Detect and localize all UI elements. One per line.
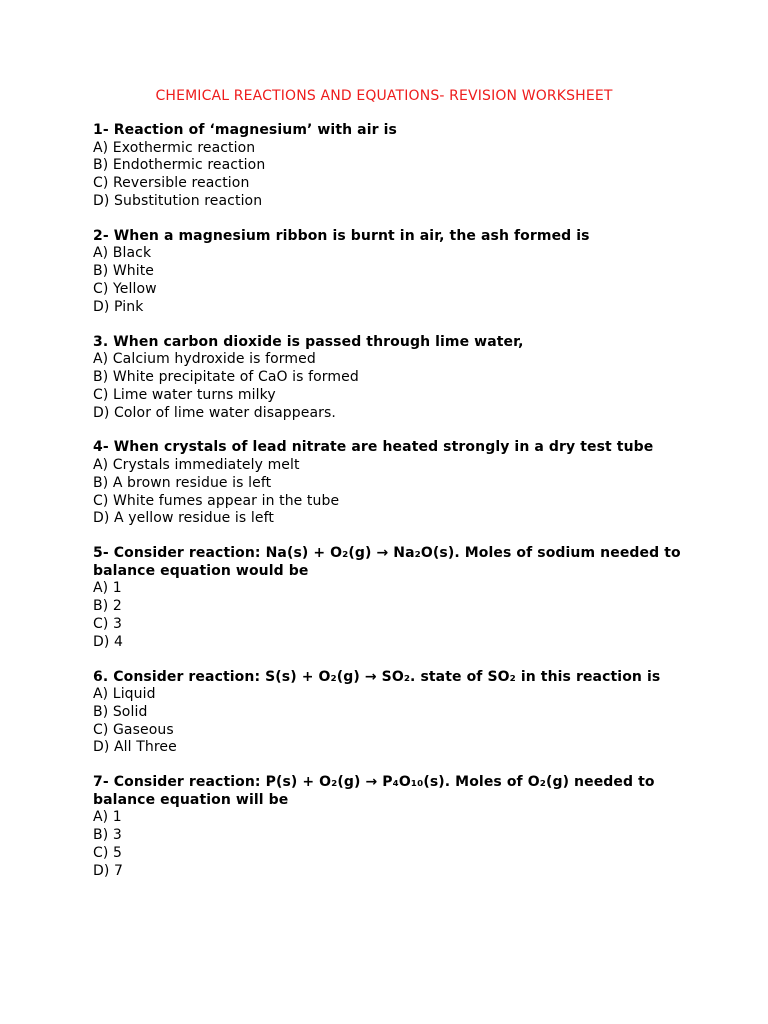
option-list [93, 245, 693, 316]
option-b: B) Solid [93, 703, 148, 720]
option-c: C) Yellow [93, 280, 157, 297]
option-a: A) 1 [93, 809, 122, 826]
option-list [93, 457, 693, 528]
option-c: C) White fumes appear in the tube [93, 492, 340, 509]
option-c: C) Gaseous [93, 721, 174, 738]
question-2 [93, 228, 693, 317]
option-b: B) Endothermic reaction [93, 157, 266, 174]
question-5 [93, 545, 693, 651]
option-b: B) White [93, 263, 155, 280]
question-4 [93, 439, 693, 528]
question-text: 5- Consider reaction: Na(s) + O₂(g) → Na₂O(s). Moles of sodium needed to balance equation would be [93, 545, 681, 579]
option-c: C) 5 [93, 845, 122, 862]
option-b: B) 2 [93, 598, 122, 615]
option-c: C) 3 [93, 615, 122, 632]
option-a: A) Crystals immediately melt [93, 456, 300, 473]
option-a: A) Liquid [93, 686, 156, 703]
option-c: C) Lime water turns milky [93, 386, 276, 403]
question-text: 4- When crystals of lead nitrate are heated strongly in a dry test tube [93, 439, 654, 456]
option-a: A) Exothermic reaction [93, 139, 256, 156]
question-text: 2- When a magnesium ribbon is burnt in air, the ash formed is [93, 227, 590, 244]
option-list [93, 140, 693, 211]
option-d: D) All Three [93, 739, 177, 756]
option-list [93, 809, 693, 880]
option-d: D) Substitution reaction [93, 192, 263, 209]
option-d: D) Pink [93, 298, 144, 315]
option-list [93, 686, 693, 757]
option-a: A) Calcium hydroxide is formed [93, 351, 316, 368]
option-d: D) A yellow residue is left [93, 510, 274, 527]
question-text: 6. Consider reaction: S(s) + O₂(g) → SO₂. state of SO₂ in this reaction is [93, 668, 661, 685]
option-b: B) White precipitate of CaO is formed [93, 368, 359, 385]
question-text: 7- Consider reaction: P(s) + O₂(g) → P₄O₁₀(s). Moles of O₂(g) needed to balance equation will be [93, 774, 655, 808]
question-text: 1- Reaction of ‘magnesium’ with air is [93, 122, 397, 138]
question-3 [93, 334, 693, 423]
option-c: C) Reversible reaction [93, 175, 250, 192]
option-d: D) Color of lime water disappears. [93, 404, 336, 421]
option-d: D) 7 [93, 862, 123, 879]
option-a: A) 1 [93, 580, 122, 597]
worksheet-title: CHEMICAL REACTIONS AND EQUATIONS- REVISION WORKSHEET [155, 88, 613, 104]
question-list [93, 122, 693, 898]
question-text: 3. When carbon dioxide is passed through lime water, [93, 333, 524, 350]
option-list [93, 351, 693, 422]
question-6 [93, 669, 693, 758]
option-a: A) Black [93, 245, 152, 262]
option-b: B) 3 [93, 827, 122, 844]
question-1 [93, 122, 693, 211]
question-7 [93, 774, 693, 880]
option-list [93, 580, 693, 651]
option-b: B) A brown residue is left [93, 474, 272, 491]
option-d: D) 4 [93, 633, 123, 650]
